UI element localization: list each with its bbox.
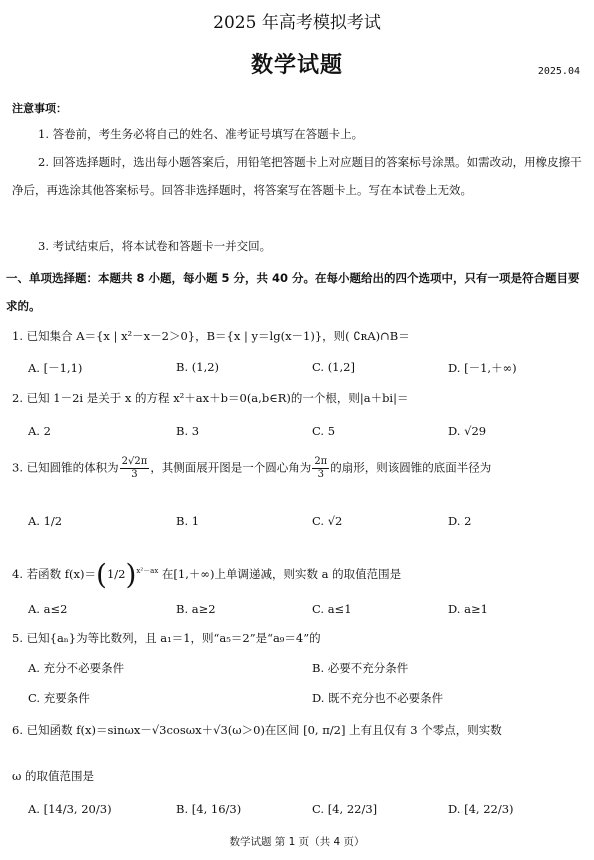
- question-5-option-b: B. 必要不充分条件: [312, 661, 409, 675]
- question-4-exponent: x²－ax: [136, 567, 159, 576]
- question-6-option-d: D. [4, 22/3): [448, 802, 514, 816]
- question-6-option-b: B. [4, 16/3): [176, 802, 242, 816]
- notice-heading: 注意事项：: [12, 102, 67, 115]
- exam-date: 2025.04: [537, 66, 580, 77]
- question-1-option-d: D. [－1,＋∞): [448, 361, 517, 375]
- question-3-option-c: C. √2: [312, 514, 343, 528]
- question-4-base: 1/2: [106, 567, 126, 581]
- notice-item-3: 3. 考试结束后，将本试卷和答题卡一并交回。: [38, 239, 272, 253]
- question-3-option-a: A. 1/2: [28, 514, 63, 528]
- question-3-stem-part-a: 3. 已知圆锥的体积为: [12, 460, 119, 475]
- question-2-option-c: C. 5: [312, 424, 336, 438]
- fraction-numerator: 2π: [314, 456, 328, 467]
- notice-item-1: 1. 答卷前，考生务必将自己的姓名、准考证号填写在答题卡上。: [38, 127, 364, 141]
- question-6-stem-part-b: 上有且仅有 3 个零点，则实数: [349, 723, 502, 737]
- question-3-volume-fraction: [120, 456, 150, 481]
- question-2-option-b: B. 3: [176, 424, 200, 438]
- question-1-option-b: B. (1,2): [176, 360, 220, 374]
- question-2-option-d: D. √29: [448, 424, 487, 438]
- question-4-stem: [12, 560, 587, 590]
- question-4-option-d: D. a≥1: [448, 602, 488, 616]
- question-3-stem-part-c: 的扇形，则该圆锥的底面半径为: [330, 460, 492, 475]
- page-footer: 数学试题 第 1 页（共 4 页）: [229, 836, 365, 848]
- question-4-stem-part-b: 在[1,＋∞)上单调递减，则实数 a 的取值范围是: [161, 567, 402, 581]
- question-4-stem-part-a: 4. 若函数 f(x)＝: [12, 567, 96, 581]
- question-5-stem: 5. 已知{aₙ}为等比数列，且 a₁＝1，则“a₅＝2”是“a₉＝4”的: [12, 631, 321, 645]
- question-1-stem: 1. 已知集合 A＝{x | x²－x－2＞0}，B＝{x | y＝lg(x－1)}，则( ∁ʀA)∩B＝: [12, 329, 410, 343]
- question-6-option-c: C. [4, 22/3]: [312, 802, 378, 816]
- question-1-option-a: A. [－1,1): [28, 361, 83, 375]
- question-5-option-a: A. 充分不必要条件: [28, 661, 125, 675]
- question-2-option-a: A. 2: [28, 424, 51, 438]
- question-5-option-c: C. 充要条件: [28, 691, 90, 705]
- fraction-denominator: 3: [131, 469, 138, 480]
- question-5-option-d: D. 既不充分也不必要条件: [312, 691, 444, 705]
- left-paren-glyph: (: [96, 558, 107, 591]
- question-6-option-a: A. [14/3, 20/3): [28, 802, 112, 816]
- question-3-stem: [12, 456, 587, 481]
- fraction-numerator: 2√2π: [121, 456, 148, 467]
- section-heading: 一、单项选择题：本题共 8 小题，每小题 5 分，共 40 分。在每小题给出的四个选项中，只有一项是符合题目要求的。: [6, 271, 580, 313]
- question-3-option-b: B. 1: [176, 514, 200, 528]
- question-3-option-d: D. 2: [448, 514, 472, 528]
- question-2-stem: 2. 已知 1－2i 是关于 x 的方程 x²＋ax＋b＝0(a,b∈R)的一个根，则|a＋bi|＝: [12, 391, 409, 405]
- fraction-denominator: 3: [317, 469, 324, 480]
- question-6-stem-continued: ω 的取值范围是: [12, 769, 95, 783]
- right-paren-glyph: ): [125, 558, 137, 591]
- question-4-option-b: B. a≥2: [176, 602, 216, 616]
- question-3-angle-fraction: [312, 456, 329, 481]
- notice-item-2: 2. 回答选择题时，选出每小题答案后，用铅笔把答题卡上对应题目的答案标号涂黑。如需改动，用橡皮擦干净后，再选涂其他答案标号。回答非选择题时，将答案写在答题卡上。写在本试卷上无效。: [12, 155, 582, 197]
- question-6-stem: [12, 722, 587, 738]
- question-3-stem-part-b: ，其侧面展开图是一个圆心角为: [150, 460, 312, 475]
- exam-title: 2025 年高考模拟考试: [213, 13, 381, 33]
- question-4-option-a: A. a≤2: [28, 602, 68, 616]
- question-6-interval: [0, π/2]: [303, 723, 346, 737]
- subject-title: 数学试题: [250, 53, 343, 78]
- question-1-option-c: C. (1,2]: [312, 360, 355, 374]
- question-4-option-c: C. a≤1: [312, 602, 352, 616]
- question-6-stem-part-a: 6. 已知函数 f(x)＝sinωx－√3cosωx＋√3(ω＞0)在区间: [12, 723, 300, 737]
